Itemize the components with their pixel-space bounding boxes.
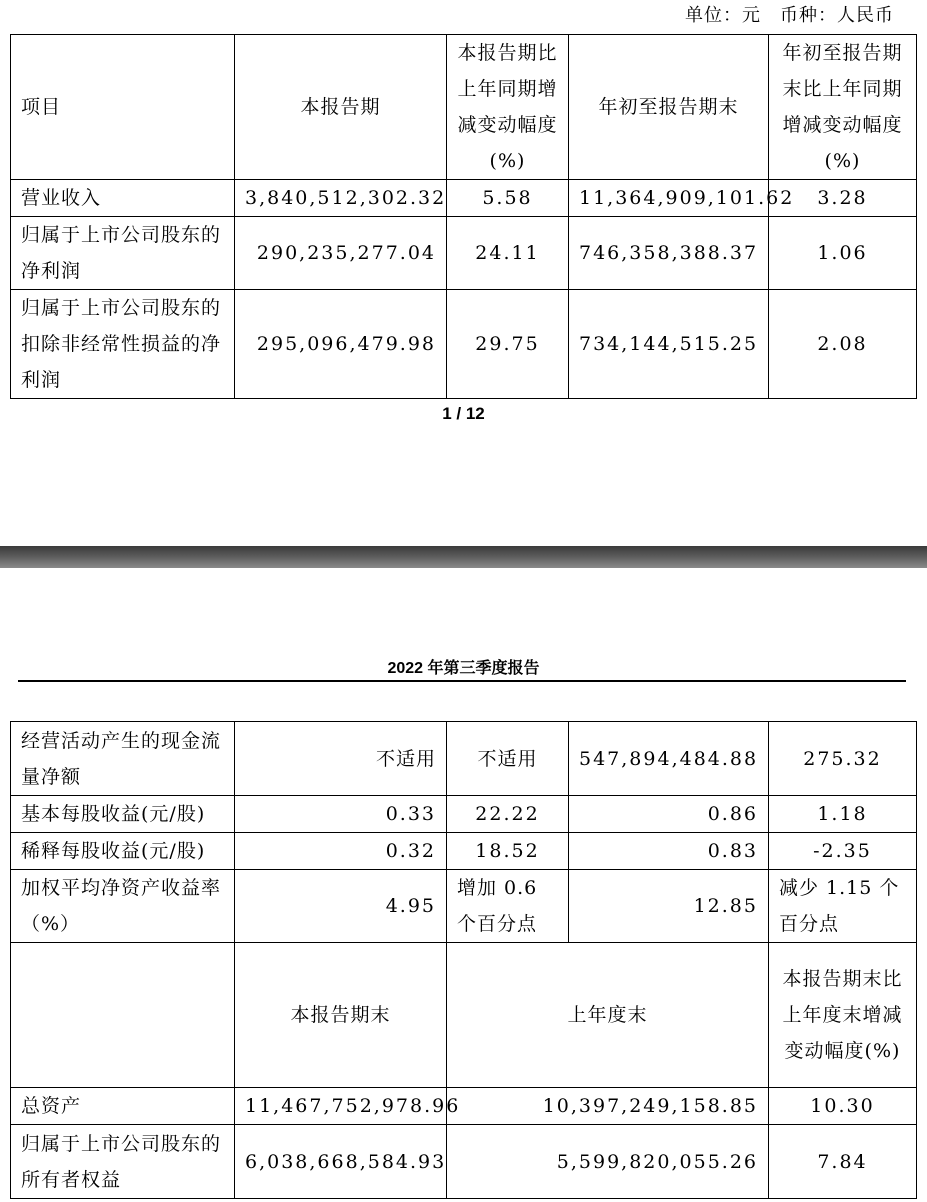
row-ytd-change: 1.18 xyxy=(769,796,917,833)
balance-header-row xyxy=(11,943,917,1088)
financial-table-page1 xyxy=(10,34,917,399)
table-row xyxy=(11,1125,917,1199)
row-current-change: 5.58 xyxy=(447,180,569,217)
row-item: 加权平均净资产收益率（%） xyxy=(11,870,235,943)
table-row xyxy=(11,290,917,399)
table-header-row xyxy=(11,35,917,180)
row-item: 总资产 xyxy=(11,1088,235,1125)
row-ytd: 734,144,515.25 xyxy=(569,290,769,399)
table-row xyxy=(11,833,917,870)
header-current-change: 本报告期比上年同期增减变动幅度(%) xyxy=(447,35,569,180)
row-item: 归属于上市公司股东的净利润 xyxy=(11,217,235,290)
row-ytd: 0.86 xyxy=(569,796,769,833)
row-ytd: 547,894,484.88 xyxy=(569,722,769,796)
row-item: 基本每股收益(元/股) xyxy=(11,796,235,833)
header-ytd-change: 年初至报告期末比上年同期增减变动幅度(%) xyxy=(769,35,917,180)
table-row xyxy=(11,217,917,290)
row-prior-year-end: 5,599,820,055.26 xyxy=(447,1125,769,1199)
row-item: 归属于上市公司股东的所有者权益 xyxy=(11,1125,235,1199)
row-current: 4.95 xyxy=(235,870,447,943)
table-row xyxy=(11,722,917,796)
financial-table-page2 xyxy=(10,721,917,1199)
row-current: 290,235,277.04 xyxy=(235,217,447,290)
row-ytd-change: -2.35 xyxy=(769,833,917,870)
row-ytd: 0.83 xyxy=(569,833,769,870)
row-item: 稀释每股收益(元/股) xyxy=(11,833,235,870)
page-number: 1 / 12 xyxy=(442,404,485,423)
row-period-end: 11,467,752,978.96 xyxy=(235,1088,447,1125)
row-item: 归属于上市公司股东的扣除非经常性损益的净利润 xyxy=(11,290,235,399)
row-change: 10.30 xyxy=(769,1088,917,1125)
row-prior-year-end: 10,397,249,158.85 xyxy=(447,1088,769,1125)
row-ytd-change: 减少 1.15 个百分点 xyxy=(769,870,917,943)
header-current-period: 本报告期 xyxy=(235,35,447,180)
row-current: 3,840,512,302.32 xyxy=(235,180,447,217)
unit-currency-line: 单位：元 币种：人民币 xyxy=(685,5,894,26)
header-balance-change: 本报告期末比上年度末增减变动幅度(%) xyxy=(769,943,917,1088)
row-ytd: 12.85 xyxy=(569,870,769,943)
header-item: 项目 xyxy=(11,35,235,180)
row-item: 经营活动产生的现金流量净额 xyxy=(11,722,235,796)
row-ytd-change: 3.28 xyxy=(769,180,917,217)
row-ytd: 11,364,909,101.62 xyxy=(569,180,769,217)
row-current-change: 18.52 xyxy=(447,833,569,870)
table-row xyxy=(11,1088,917,1125)
row-current-change: 24.11 xyxy=(447,217,569,290)
row-current: 295,096,479.98 xyxy=(235,290,447,399)
row-period-end: 6,038,668,584.93 xyxy=(235,1125,447,1199)
row-current-change: 22.22 xyxy=(447,796,569,833)
header-ytd: 年初至报告期末 xyxy=(569,35,769,180)
running-header-title: 2022 年第三季度报告 xyxy=(387,660,540,677)
row-current: 不适用 xyxy=(235,722,447,796)
header-period-end: 本报告期末 xyxy=(235,943,447,1088)
table-row xyxy=(11,870,917,943)
table-row xyxy=(11,796,917,833)
balance-header-empty xyxy=(11,943,235,1088)
row-ytd: 746,358,388.37 xyxy=(569,217,769,290)
page-separator xyxy=(0,546,927,568)
header-prior-year-end: 上年度末 xyxy=(447,943,769,1088)
row-change: 7.84 xyxy=(769,1125,917,1199)
row-ytd-change: 275.32 xyxy=(769,722,917,796)
row-item: 营业收入 xyxy=(11,180,235,217)
row-current-change: 不适用 xyxy=(447,722,569,796)
row-current: 0.32 xyxy=(235,833,447,870)
row-current-change: 增加 0.6 个百分点 xyxy=(447,870,569,943)
row-current: 0.33 xyxy=(235,796,447,833)
row-ytd-change: 1.06 xyxy=(769,217,917,290)
table-row xyxy=(11,180,917,217)
row-current-change: 29.75 xyxy=(447,290,569,399)
header-rule xyxy=(18,680,906,682)
row-ytd-change: 2.08 xyxy=(769,290,917,399)
